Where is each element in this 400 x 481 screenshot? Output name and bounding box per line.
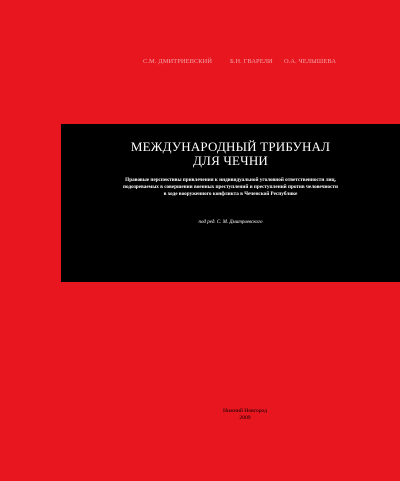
book-subtitle-line-1: Правовые перспективы привлечения к индивидуальной уголовной ответственности лиц, [125, 177, 336, 183]
editor-credit: под ред. С. М. Дмитриевского [198, 220, 263, 225]
author-2: Б.Н. ГВАРЕЛИ [230, 58, 273, 65]
authors-line [0, 58, 400, 70]
imprint-year: 2009 [239, 415, 251, 421]
author-1: С.М. ДМИТРИЕВСКИЙ [143, 58, 213, 65]
book-subtitle [101, 177, 360, 198]
author-3: О.А. ЧЕЛЫШЕВА [284, 58, 337, 65]
title-panel [61, 124, 400, 282]
book-title-line-1: МЕЖДУНАРОДНЫЙ ТРИБУНАЛ [130, 139, 331, 154]
book-title [61, 140, 400, 168]
imprint [200, 408, 290, 422]
book-subtitle-line-3: в ходе вооруженного конфликта в Чеченской Республике [163, 191, 298, 197]
imprint-city: Нижний Новгород [223, 408, 267, 414]
book-title-line-2: ДЛЯ ЧЕЧНИ [192, 153, 269, 168]
book-subtitle-line-2: подозреваемых в совершении военных преступлений и преступлений против человечности [123, 184, 338, 190]
